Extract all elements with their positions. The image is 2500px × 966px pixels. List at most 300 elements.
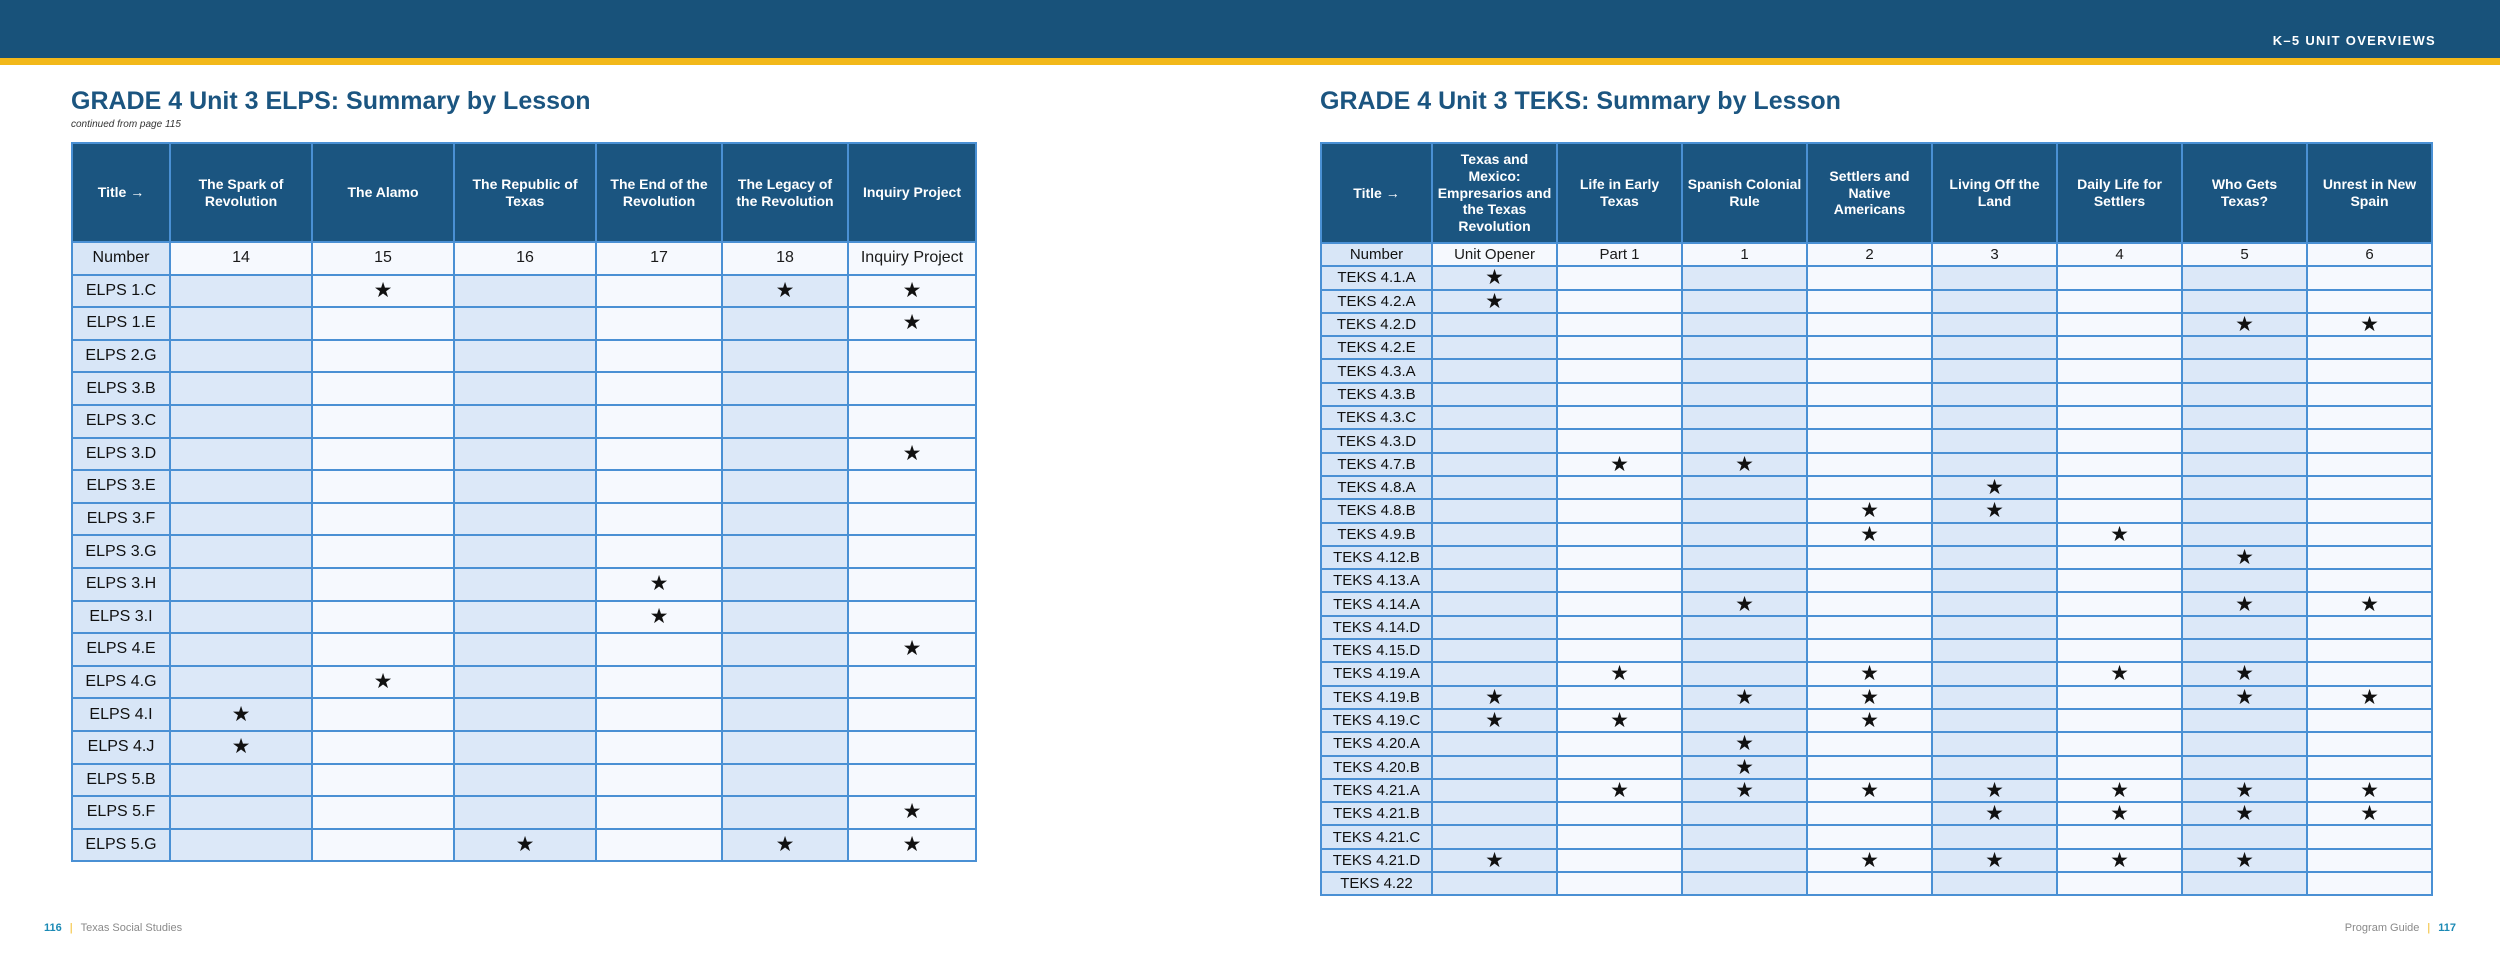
alignment-cell (2057, 406, 2182, 429)
alignment-cell (1932, 872, 2057, 895)
alignment-cell (1932, 825, 2057, 848)
lesson-column-header: The Legacy of the Revolution (722, 143, 848, 242)
alignment-cell (1432, 476, 1557, 499)
star-icon: ★ (1860, 499, 1879, 523)
alignment-cell (596, 764, 722, 797)
lesson-column-header: Inquiry Project (848, 143, 976, 242)
alignment-cell (170, 307, 312, 340)
star-icon: ★ (373, 670, 393, 694)
alignment-cell (1807, 616, 1932, 639)
standard-label: ELPS 4.I (72, 698, 170, 731)
alignment-cell (1807, 802, 1932, 825)
alignment-cell (1807, 499, 1932, 522)
alignment-cell (454, 731, 596, 764)
alignment-cell (1682, 709, 1807, 732)
alignment-cell (2057, 546, 2182, 569)
alignment-cell (1932, 662, 2057, 685)
alignment-cell (1682, 662, 1807, 685)
table-row (1321, 756, 2432, 779)
alignment-cell (2057, 872, 2182, 895)
alignment-cell (2182, 756, 2307, 779)
alignment-cell (1557, 849, 1682, 872)
star-icon: ★ (2110, 848, 2129, 872)
lesson-number: 5 (2182, 243, 2307, 266)
star-icon: ★ (2110, 802, 2129, 826)
alignment-cell (1807, 569, 1932, 592)
alignment-cell (596, 307, 722, 340)
alignment-cell (1432, 802, 1557, 825)
alignment-cell (1682, 732, 1807, 755)
alignment-cell (312, 633, 454, 666)
alignment-cell (312, 372, 454, 405)
star-icon: ★ (1985, 778, 2004, 802)
standard-label: TEKS 4.14.D (1321, 616, 1432, 639)
standard-label: TEKS 4.2.E (1321, 336, 1432, 359)
alignment-cell (2057, 732, 2182, 755)
standard-label: TEKS 4.3.C (1321, 406, 1432, 429)
alignment-cell (848, 666, 976, 699)
alignment-cell (312, 275, 454, 308)
alignment-cell (454, 340, 596, 373)
alignment-cell (2057, 825, 2182, 848)
teks-table-body (1321, 243, 2432, 895)
alignment-cell (1557, 546, 1682, 569)
alignment-cell (848, 764, 976, 797)
star-icon: ★ (1860, 778, 1879, 802)
alignment-cell (1807, 546, 1932, 569)
table-row (1321, 662, 2432, 685)
alignment-cell (1682, 499, 1807, 522)
teks-title: GRADE 4 Unit 3 TEKS: Summary by Lesson (1320, 87, 1841, 115)
elps-title: GRADE 4 Unit 3 ELPS: Summary by Lesson (71, 87, 591, 115)
elps-subtitle: continued from page 115 (71, 119, 181, 130)
alignment-cell (1932, 732, 2057, 755)
star-icon: ★ (1860, 662, 1879, 686)
alignment-cell (722, 764, 848, 797)
alignment-cell (848, 470, 976, 503)
footer-right (2345, 922, 2456, 934)
alignment-cell (2057, 756, 2182, 779)
alignment-cell (454, 829, 596, 862)
alignment-cell (1682, 592, 1807, 615)
alignment-cell (722, 796, 848, 829)
standard-label: ELPS 3.B (72, 372, 170, 405)
alignment-cell (1932, 546, 2057, 569)
alignment-cell (1932, 290, 2057, 313)
table-row (1321, 406, 2432, 429)
alignment-cell (454, 601, 596, 634)
table-row (1321, 639, 2432, 662)
alignment-cell (2057, 709, 2182, 732)
alignment-cell (1807, 732, 1932, 755)
star-icon: ★ (1735, 685, 1754, 709)
alignment-cell (454, 633, 596, 666)
standard-label: TEKS 4.3.A (1321, 359, 1432, 382)
alignment-cell (722, 633, 848, 666)
alignment-cell (1557, 476, 1682, 499)
alignment-cell (2307, 709, 2432, 732)
table-row (72, 829, 976, 862)
star-icon: ★ (1485, 266, 1504, 290)
alignment-cell (2182, 476, 2307, 499)
standard-label: ELPS 4.E (72, 633, 170, 666)
alignment-cell (1807, 662, 1932, 685)
alignment-cell (848, 275, 976, 308)
alignment-cell (1432, 429, 1557, 452)
standard-label: ELPS 3.I (72, 601, 170, 634)
table-row (72, 633, 976, 666)
alignment-cell (1807, 476, 1932, 499)
standard-label: ELPS 2.G (72, 340, 170, 373)
table-row (1321, 476, 2432, 499)
alignment-cell (2057, 359, 2182, 382)
star-icon: ★ (1860, 709, 1879, 733)
lesson-number: 1 (1682, 243, 1807, 266)
alignment-cell (1682, 453, 1807, 476)
alignment-cell (1932, 406, 2057, 429)
star-icon: ★ (1735, 452, 1754, 476)
alignment-cell (2307, 383, 2432, 406)
star-icon: ★ (1610, 778, 1629, 802)
alignment-cell (1682, 406, 1807, 429)
alignment-cell (312, 666, 454, 699)
alignment-cell (2182, 406, 2307, 429)
number-row (72, 242, 976, 275)
alignment-cell (1432, 639, 1557, 662)
title-column-header: Title → (72, 143, 170, 242)
alignment-cell (722, 307, 848, 340)
standard-label: ELPS 5.B (72, 764, 170, 797)
alignment-cell (1432, 359, 1557, 382)
alignment-cell (1432, 266, 1557, 289)
alignment-cell (1682, 476, 1807, 499)
star-icon: ★ (1610, 452, 1629, 476)
alignment-cell (170, 633, 312, 666)
alignment-cell (312, 340, 454, 373)
star-icon: ★ (2235, 546, 2254, 569)
alignment-cell (2307, 686, 2432, 709)
alignment-cell (596, 601, 722, 634)
alignment-cell (1807, 429, 1932, 452)
alignment-cell (722, 503, 848, 536)
star-icon: ★ (2360, 778, 2379, 802)
standard-label: TEKS 4.21.B (1321, 802, 1432, 825)
star-icon: ★ (2110, 778, 2129, 802)
alignment-cell (312, 470, 454, 503)
alignment-cell (722, 438, 848, 471)
table-row (1321, 779, 2432, 802)
alignment-cell (454, 438, 596, 471)
alignment-cell (170, 666, 312, 699)
table-row (72, 568, 976, 601)
alignment-cell (1932, 429, 2057, 452)
alignment-cell (722, 829, 848, 862)
star-icon: ★ (231, 702, 251, 726)
table-row (1321, 872, 2432, 895)
alignment-cell (2307, 359, 2432, 382)
alignment-cell (1807, 266, 1932, 289)
alignment-cell (1557, 406, 1682, 429)
lesson-number: 14 (170, 242, 312, 275)
alignment-cell (722, 601, 848, 634)
table-row (1321, 290, 2432, 313)
star-icon: ★ (2235, 313, 2254, 337)
star-icon: ★ (1485, 289, 1504, 313)
alignment-cell (848, 438, 976, 471)
alignment-cell (1932, 476, 2057, 499)
table-row (72, 340, 976, 373)
teks-header-row (1321, 143, 2432, 243)
table-row (1321, 569, 2432, 592)
alignment-cell (1932, 266, 2057, 289)
alignment-cell (312, 405, 454, 438)
alignment-cell (848, 535, 976, 568)
alignment-cell (1432, 336, 1557, 359)
alignment-cell (1432, 756, 1557, 779)
alignment-cell (1557, 709, 1682, 732)
lesson-column-header: Living Off the Land (1932, 143, 2057, 243)
standard-label: ELPS 5.F (72, 796, 170, 829)
table-row (1321, 546, 2432, 569)
alignment-cell (596, 275, 722, 308)
alignment-cell (2182, 779, 2307, 802)
alignment-cell (2307, 569, 2432, 592)
alignment-cell (2182, 453, 2307, 476)
standard-label: TEKS 4.3.D (1321, 429, 1432, 452)
alignment-cell (1432, 313, 1557, 336)
alignment-cell (1932, 686, 2057, 709)
alignment-cell (2182, 429, 2307, 452)
standard-label: TEKS 4.21.A (1321, 779, 1432, 802)
alignment-cell (722, 405, 848, 438)
lesson-number: 16 (454, 242, 596, 275)
alignment-cell (1682, 569, 1807, 592)
alignment-cell (1807, 849, 1932, 872)
lesson-number: 3 (1932, 243, 2057, 266)
alignment-cell (170, 438, 312, 471)
alignment-cell (454, 568, 596, 601)
alignment-cell (1807, 639, 1932, 662)
alignment-cell (1432, 569, 1557, 592)
table-row (72, 470, 976, 503)
alignment-cell (170, 731, 312, 764)
alignment-cell (1932, 849, 2057, 872)
star-icon: ★ (902, 832, 922, 856)
alignment-cell (1682, 802, 1807, 825)
alignment-cell (1432, 499, 1557, 522)
number-row (1321, 243, 2432, 266)
alignment-cell (312, 535, 454, 568)
lesson-column-header: The Alamo (312, 143, 454, 242)
standard-label: TEKS 4.21.C (1321, 825, 1432, 848)
alignment-cell (596, 731, 722, 764)
alignment-cell (1932, 779, 2057, 802)
alignment-cell (2057, 849, 2182, 872)
alignment-cell (1557, 662, 1682, 685)
alignment-cell (2307, 802, 2432, 825)
footer-separator: | (69, 922, 73, 934)
alignment-cell (2182, 662, 2307, 685)
standard-label: ELPS 3.C (72, 405, 170, 438)
alignment-cell (2307, 453, 2432, 476)
table-row (72, 535, 976, 568)
alignment-cell (2182, 336, 2307, 359)
star-icon: ★ (1735, 732, 1754, 756)
alignment-cell (1682, 686, 1807, 709)
lesson-number: 17 (596, 242, 722, 275)
alignment-cell (170, 764, 312, 797)
star-icon: ★ (2110, 522, 2129, 546)
elps-summary-table (71, 142, 977, 862)
alignment-cell (1557, 523, 1682, 546)
alignment-cell (2057, 266, 2182, 289)
table-row (1321, 383, 2432, 406)
table-row (1321, 313, 2432, 336)
alignment-cell (312, 796, 454, 829)
alignment-cell (2307, 779, 2432, 802)
table-row (72, 666, 976, 699)
alignment-cell (848, 796, 976, 829)
standard-label: TEKS 4.19.A (1321, 662, 1432, 685)
alignment-cell (2182, 546, 2307, 569)
standard-label: TEKS 4.19.B (1321, 686, 1432, 709)
lesson-column-header: Settlers and Native Americans (1807, 143, 1932, 243)
alignment-cell (1932, 802, 2057, 825)
alignment-cell (1557, 359, 1682, 382)
star-icon: ★ (1985, 802, 2004, 826)
table-row (1321, 825, 2432, 848)
section-header-label: K–5 UNIT OVERVIEWS (2272, 33, 2436, 48)
alignment-cell (2057, 802, 2182, 825)
star-icon: ★ (902, 800, 922, 824)
lesson-column-header: The Republic of Texas (454, 143, 596, 242)
standard-label: TEKS 4.22 (1321, 872, 1432, 895)
alignment-cell (1557, 779, 1682, 802)
alignment-cell (2182, 592, 2307, 615)
standard-label: TEKS 4.2.D (1321, 313, 1432, 336)
alignment-cell (1557, 290, 1682, 313)
alignment-cell (1557, 336, 1682, 359)
alignment-cell (1432, 732, 1557, 755)
star-icon: ★ (2360, 685, 2379, 709)
alignment-cell (1557, 266, 1682, 289)
alignment-cell (170, 796, 312, 829)
alignment-cell (1432, 825, 1557, 848)
alignment-cell (1432, 779, 1557, 802)
alignment-cell (2182, 825, 2307, 848)
alignment-cell (2182, 686, 2307, 709)
alignment-cell (312, 601, 454, 634)
alignment-cell (1557, 825, 1682, 848)
standard-label: TEKS 4.7.B (1321, 453, 1432, 476)
alignment-cell (1682, 383, 1807, 406)
lesson-column-header: Who Gets Texas? (2182, 143, 2307, 243)
alignment-cell (1557, 872, 1682, 895)
alignment-cell (722, 698, 848, 731)
star-icon: ★ (1985, 476, 2004, 500)
table-row (1321, 336, 2432, 359)
alignment-cell (312, 307, 454, 340)
lesson-column-header: Life in Early Texas (1557, 143, 1682, 243)
star-icon: ★ (1485, 709, 1504, 733)
table-row (1321, 616, 2432, 639)
lesson-column-header: Texas and Mexico: Empresarios and the Texas Revolution (1432, 143, 1557, 243)
alignment-cell (1932, 592, 2057, 615)
table-row (1321, 429, 2432, 452)
table-row (1321, 453, 2432, 476)
star-icon: ★ (902, 278, 922, 302)
alignment-cell (1807, 383, 1932, 406)
lesson-number: 6 (2307, 243, 2432, 266)
alignment-cell (170, 470, 312, 503)
alignment-cell (170, 568, 312, 601)
alignment-cell (1557, 453, 1682, 476)
standard-label: ELPS 3.H (72, 568, 170, 601)
alignment-cell (2307, 266, 2432, 289)
alignment-cell (1557, 429, 1682, 452)
footer-left (44, 922, 182, 934)
alignment-cell (1432, 662, 1557, 685)
alignment-cell (2182, 616, 2307, 639)
standard-label: TEKS 4.21.D (1321, 849, 1432, 872)
standard-label: TEKS 4.14.A (1321, 592, 1432, 615)
star-icon: ★ (775, 278, 795, 302)
alignment-cell (2307, 849, 2432, 872)
star-icon: ★ (1860, 848, 1879, 872)
alignment-cell (312, 438, 454, 471)
alignment-cell (596, 796, 722, 829)
table-row (72, 601, 976, 634)
alignment-cell (170, 405, 312, 438)
alignment-cell (596, 829, 722, 862)
alignment-cell (1932, 523, 2057, 546)
alignment-cell (1807, 523, 1932, 546)
alignment-cell (1682, 313, 1807, 336)
alignment-cell (848, 731, 976, 764)
standard-label: TEKS 4.12.B (1321, 546, 1432, 569)
alignment-cell (1557, 499, 1682, 522)
alignment-cell (596, 633, 722, 666)
star-icon: ★ (2235, 778, 2254, 802)
star-icon: ★ (1735, 778, 1754, 802)
alignment-cell (722, 372, 848, 405)
alignment-cell (722, 568, 848, 601)
alignment-cell (2182, 313, 2307, 336)
alignment-cell (454, 275, 596, 308)
star-icon: ★ (2360, 592, 2379, 616)
alignment-cell (312, 568, 454, 601)
alignment-cell (848, 340, 976, 373)
table-row (72, 503, 976, 536)
table-row (72, 405, 976, 438)
alignment-cell (312, 698, 454, 731)
alignment-cell (2057, 616, 2182, 639)
alignment-cell (2057, 779, 2182, 802)
alignment-cell (2307, 546, 2432, 569)
alignment-cell (1557, 569, 1682, 592)
alignment-cell (2182, 639, 2307, 662)
lesson-number: 15 (312, 242, 454, 275)
alignment-cell (1807, 686, 1932, 709)
alignment-cell (1807, 756, 1932, 779)
standard-label: ELPS 3.E (72, 470, 170, 503)
star-icon: ★ (2235, 662, 2254, 686)
alignment-cell (722, 470, 848, 503)
star-icon: ★ (1860, 522, 1879, 546)
top-banner (0, 0, 2500, 58)
alignment-cell (2182, 383, 2307, 406)
alignment-cell (1932, 499, 2057, 522)
